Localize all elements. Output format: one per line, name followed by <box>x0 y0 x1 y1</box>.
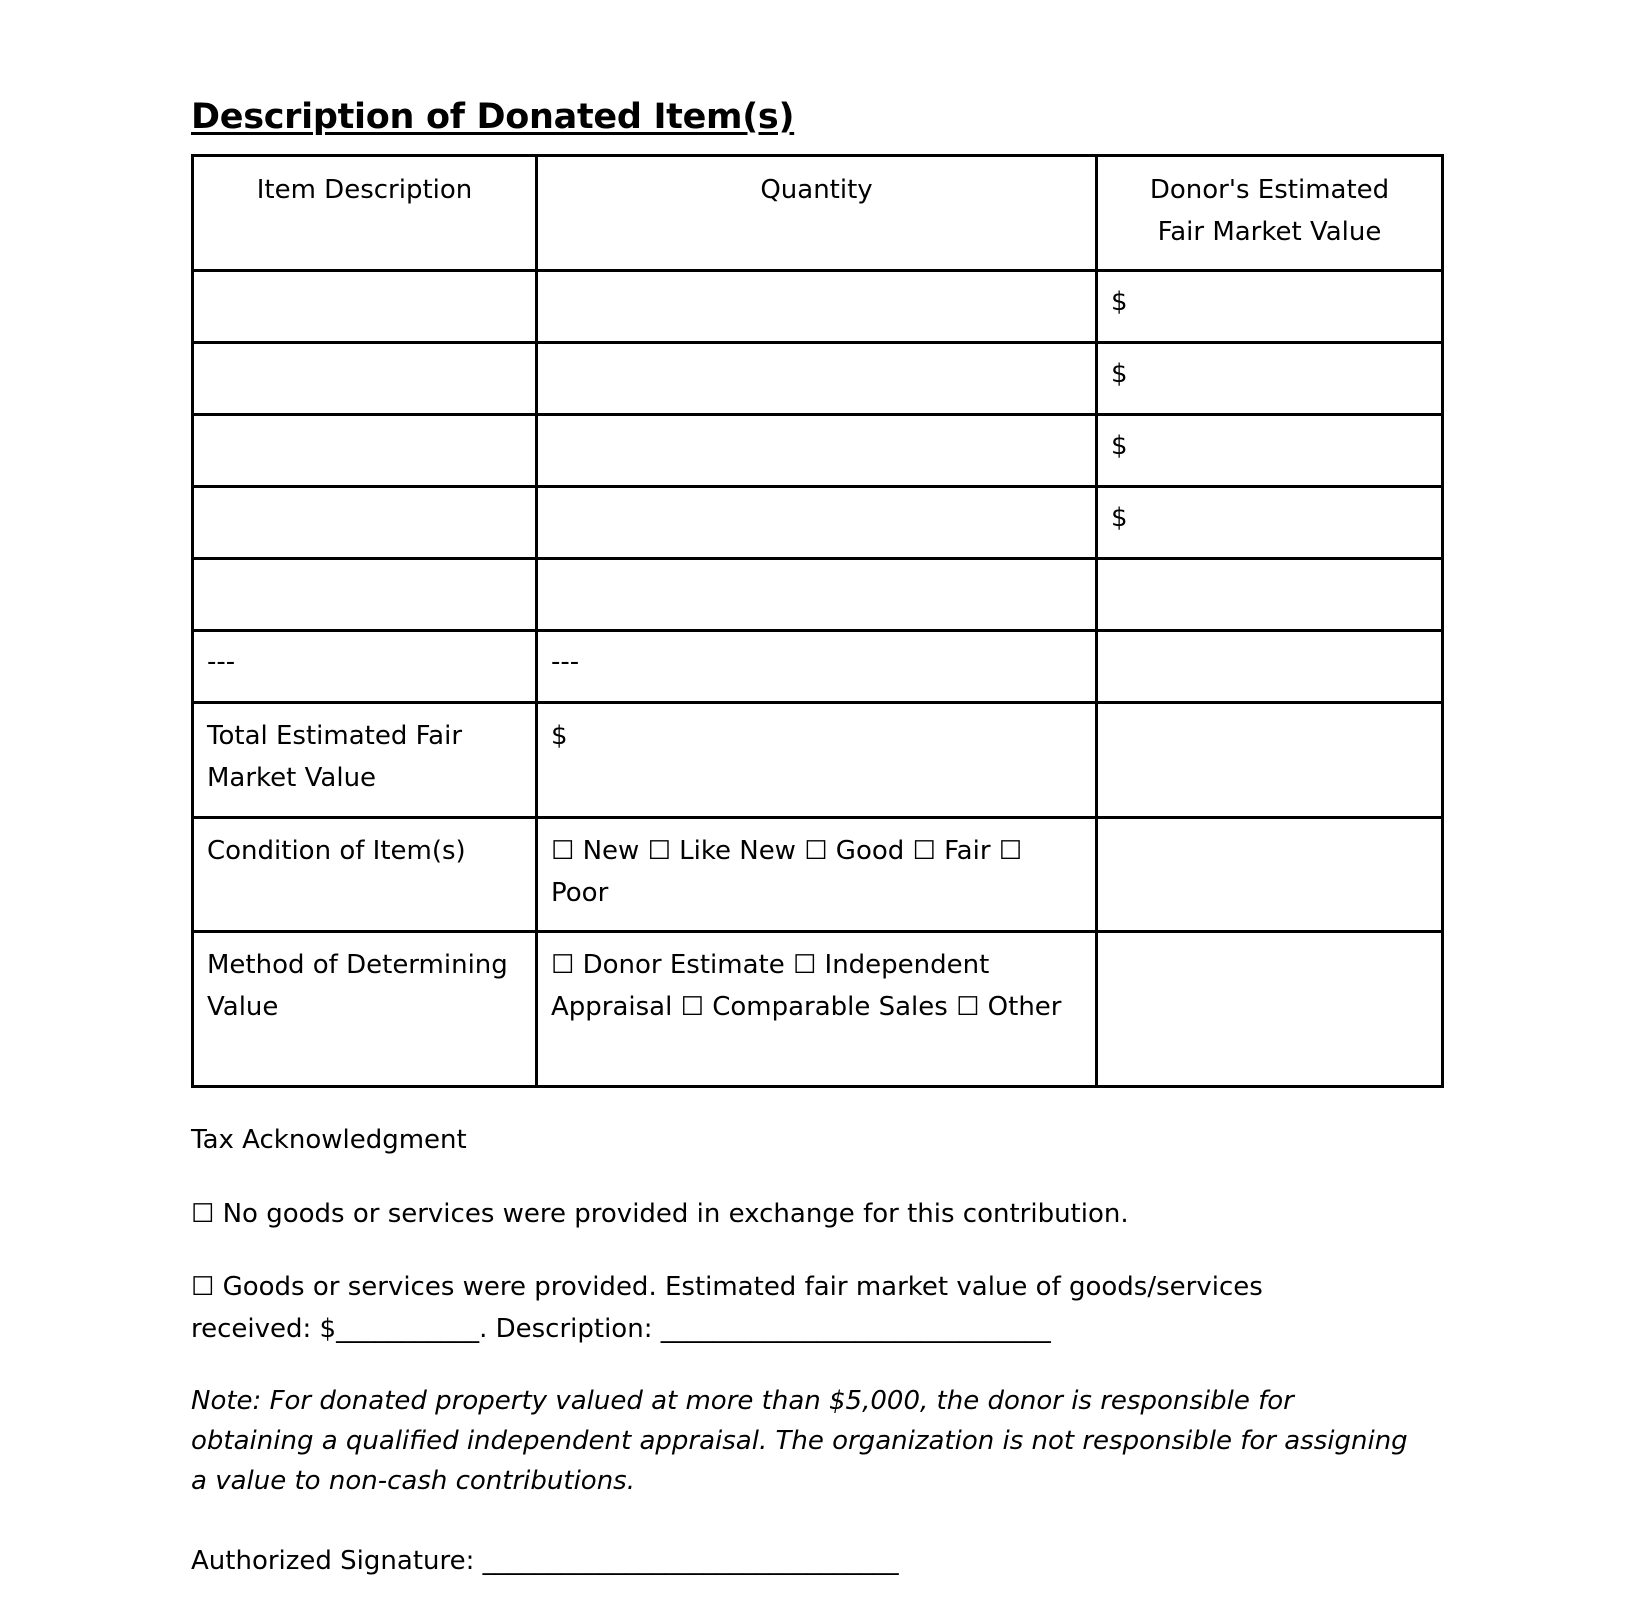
checkbox-icon[interactable]: ☐ <box>998 836 1023 866</box>
signature-label: Authorized Signature: <box>191 1546 475 1576</box>
signature-field[interactable]: ________________________________ <box>482 1546 899 1576</box>
header-quantity: Quantity <box>537 156 1097 271</box>
method-options <box>537 932 1097 1087</box>
value-cell[interactable]: $ <box>1097 343 1443 415</box>
tax-option-goods-provided[interactable]: ☐ Goods or services were provided. Estimated fair market value of goods/services received: $___________. Description: ______________________________ <box>191 1272 1263 1344</box>
tax-acknowledgment-heading: Tax Acknowledgment <box>191 1125 467 1155</box>
quantity-cell[interactable] <box>537 415 1097 487</box>
checkbox-icon[interactable]: ☐ <box>912 836 936 866</box>
condition-option-poor[interactable]: ☐ Poor <box>551 836 1023 908</box>
condition-row <box>193 818 1443 932</box>
quantity-cell[interactable]: --- <box>537 631 1097 703</box>
item-description-cell[interactable] <box>193 415 537 487</box>
quantity-cell[interactable] <box>537 343 1097 415</box>
donated-items-table <box>191 154 1444 1088</box>
item-description-cell[interactable] <box>193 487 537 559</box>
condition-extra-cell <box>1097 818 1443 932</box>
checkbox-icon[interactable]: ☐ <box>956 992 980 1022</box>
condition-option-like-new[interactable]: ☐ Like New <box>647 836 796 866</box>
condition-option-new[interactable]: ☐ New <box>551 836 640 866</box>
condition-option-fair[interactable]: ☐ Fair <box>912 836 991 866</box>
checkbox-icon[interactable]: ☐ <box>792 950 817 980</box>
method-option-other[interactable]: ☐ Other <box>956 992 1062 1022</box>
value-cell[interactable] <box>1097 631 1443 703</box>
method-option-independent-appraisal[interactable]: ☐ Independent Appraisal <box>551 950 990 1022</box>
method-extra-cell <box>1097 932 1443 1087</box>
checkbox-icon[interactable]: ☐ <box>551 836 575 866</box>
table-header-row <box>193 156 1443 271</box>
table-row <box>193 415 1443 487</box>
item-description-cell[interactable] <box>193 343 537 415</box>
page-title: Description of Donated Item(s) <box>191 97 795 137</box>
item-description-cell[interactable] <box>193 559 537 631</box>
quantity-cell[interactable] <box>537 271 1097 343</box>
total-row <box>193 703 1443 818</box>
header-fair-market-value: Donor's Estimated Fair Market Value <box>1097 156 1443 271</box>
table-row <box>193 559 1443 631</box>
value-cell[interactable]: $ <box>1097 487 1443 559</box>
condition-options <box>537 818 1097 932</box>
item-description-cell[interactable] <box>193 271 537 343</box>
total-value-cell[interactable]: $ <box>537 703 1097 818</box>
appraisal-note: Note: For donated property valued at more than $5,000, the donor is responsible for obtaining a qualified independent appraisal. The organization is not responsible for assigning a value to non-cash contributions. <box>191 1386 1408 1496</box>
quantity-cell[interactable] <box>537 487 1097 559</box>
tax-option-no-goods[interactable]: ☐ No goods or services were provided in exchange for this contribution. <box>191 1199 1129 1229</box>
quantity-cell[interactable] <box>537 559 1097 631</box>
value-cell[interactable]: $ <box>1097 415 1443 487</box>
checkbox-icon[interactable]: ☐ <box>551 950 575 980</box>
method-label: Method of Determining Value <box>193 932 537 1087</box>
method-option-comparable-sales[interactable]: ☐ Comparable Sales <box>680 992 948 1022</box>
table-row <box>193 631 1443 703</box>
signature-line <box>191 1540 1441 1582</box>
method-row <box>193 932 1443 1087</box>
condition-option-good[interactable]: ☐ Good <box>804 836 905 866</box>
value-cell[interactable]: $ <box>1097 271 1443 343</box>
total-label: Total Estimated Fair Market Value <box>193 703 537 818</box>
item-description-cell[interactable]: --- <box>193 631 537 703</box>
method-option-donor-estimate[interactable]: ☐ Donor Estimate <box>551 950 785 980</box>
checkbox-icon[interactable]: ☐ <box>804 836 828 866</box>
table-row <box>193 487 1443 559</box>
total-extra-cell <box>1097 703 1443 818</box>
table-row <box>193 343 1443 415</box>
value-cell[interactable] <box>1097 559 1443 631</box>
checkbox-icon[interactable]: ☐ <box>647 836 671 866</box>
condition-label: Condition of Item(s) <box>193 818 537 932</box>
checkbox-icon[interactable]: ☐ <box>680 992 704 1022</box>
table-row <box>193 271 1443 343</box>
header-item-description: Item Description <box>193 156 537 271</box>
